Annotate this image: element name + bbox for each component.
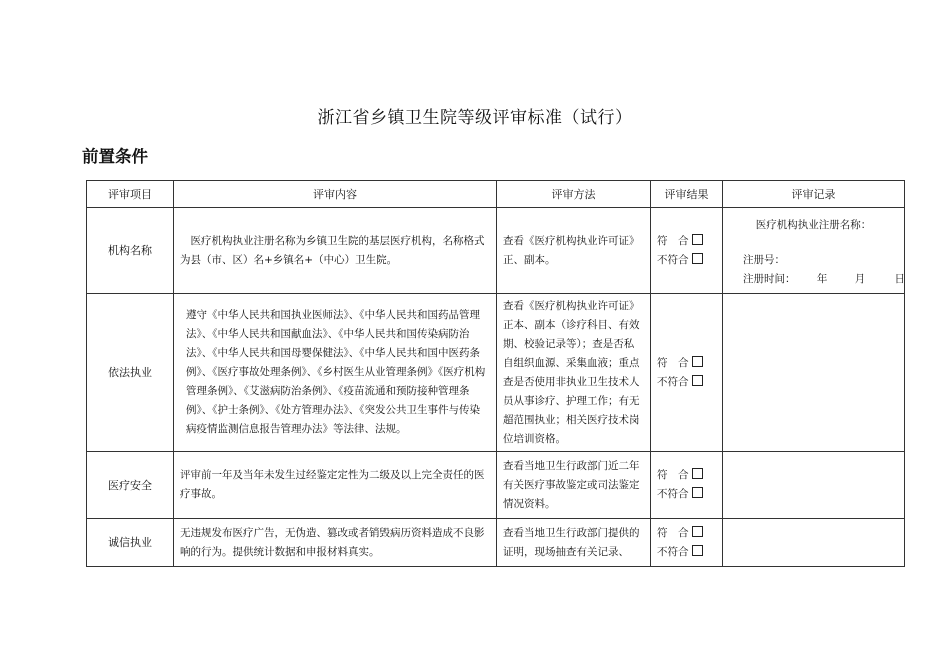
result-pass-label: 符 合 (657, 234, 689, 247)
row-item: 依法执业 (87, 294, 174, 452)
row-content (174, 208, 497, 294)
row-content-text: 遵守《中华人民共和国执业医师法》、《中华人民共和国药品管理法》、《中华人民共和国献血法》、《中华人民共和国传染病防治法》、《中华人民共和国母婴保健法》、《中华人民共和国中医药条例》、《医疗事故处理条例》、《乡村医生从业管理条例》《医疗机构管理条例》、《艾滋病防治条例》、《疫苗流通和预防接种管理条例》、《护士条例》、《处方管理办法》、《突发公共卫生事件与传染病疫情监测信息报告管理办法》等法律、法规。 (186, 309, 486, 435)
row-content-text: 无违规发布医疗广告，无伪造、篡改或者销毁病历资料造成不良影响的行为。提供统计数据和申报材料真实。 (180, 526, 485, 558)
record-year: 年 (816, 273, 828, 285)
header-content: 评审内容 (174, 181, 497, 208)
record-name-label: 医疗机构执业注册名称： (755, 219, 872, 231)
row-record (723, 294, 905, 452)
row-item: 医疗安全 (87, 452, 174, 519)
record-time-label: 注册时间： (743, 273, 796, 285)
pass-checkbox[interactable] (692, 234, 703, 245)
table-row (87, 452, 905, 519)
row-item: 机构名称 (87, 208, 174, 294)
header-item: 评审项目 (87, 181, 174, 208)
row-content-text: 评审前一年及当年未发生过经鉴定定性为二级及以上完全责任的医疗事故。 (180, 469, 485, 500)
row-content (174, 519, 497, 567)
table-row (87, 208, 905, 294)
row-method: 查看当地卫生行政部门近二年有关医疗事故鉴定或司法鉴定情况资料。 (497, 452, 651, 519)
record-reg-label: 注册号： (743, 254, 785, 266)
result-pass-label: 符 合 (657, 469, 689, 481)
row-result (651, 294, 723, 452)
row-result (651, 452, 723, 519)
table-header-row (87, 181, 905, 208)
row-content (174, 294, 497, 452)
result-fail-label: 不符合 (657, 545, 689, 558)
row-method: 查看《医疗机构执业许可证》正本、副本（诊疗科目、有效期、校验记录等）；查是否私自组织血源、采集血液；重点查是否使用非执业卫生技术人员从事诊疗、护理工作；有无超范围执业；相关医疗技术岗位培训资格。 (497, 294, 651, 452)
row-record (723, 452, 905, 519)
result-pass (657, 524, 716, 543)
record-time (729, 270, 906, 289)
record-month: 月 (854, 273, 866, 285)
row-content (174, 452, 497, 519)
result-fail-label: 不符合 (657, 253, 689, 266)
review-standards-table (86, 180, 905, 567)
row-method: 查看《医疗机构执业许可证》正、副本。 (497, 208, 651, 294)
result-fail-label: 不符合 (657, 375, 689, 388)
row-result (651, 208, 723, 294)
result-fail (657, 373, 716, 392)
row-content-text: 医疗机构执业注册名称为乡镇卫生院的基层医疗机构，名称格式为县（市、区）名+乡镇名+（中心）卫生院。 (180, 234, 485, 266)
table-row (87, 294, 905, 452)
section-heading: 前置条件 (82, 147, 148, 166)
document-title: 浙江省乡镇卫生院等级评审标准（试行） (317, 108, 633, 128)
header-record: 评审记录 (723, 181, 905, 208)
table-row (87, 519, 905, 567)
pass-checkbox[interactable] (692, 526, 703, 537)
result-pass (657, 354, 716, 373)
result-fail-label: 不符合 (657, 488, 689, 500)
result-pass-label: 符 合 (657, 356, 689, 369)
row-record (723, 519, 905, 567)
result-pass (657, 466, 716, 485)
result-fail (657, 485, 716, 504)
fail-checkbox[interactable] (692, 253, 703, 264)
fail-checkbox[interactable] (692, 545, 703, 556)
header-result: 评审结果 (651, 181, 723, 208)
row-result (651, 519, 723, 567)
row-method: 查看当地卫生行政部门提供的证明，现场抽查有关记录、 (497, 519, 651, 567)
pass-checkbox[interactable] (692, 356, 703, 367)
fail-checkbox[interactable] (692, 375, 703, 386)
result-pass (657, 232, 716, 251)
pass-checkbox[interactable] (692, 468, 703, 479)
record-day: 日 (894, 273, 906, 285)
header-method: 评审方法 (497, 181, 651, 208)
result-pass-label: 符 合 (657, 526, 689, 539)
result-fail (657, 543, 716, 562)
fail-checkbox[interactable] (692, 487, 703, 498)
result-fail (657, 251, 716, 270)
row-item: 诚信执业 (87, 519, 174, 567)
row-record (723, 208, 905, 294)
